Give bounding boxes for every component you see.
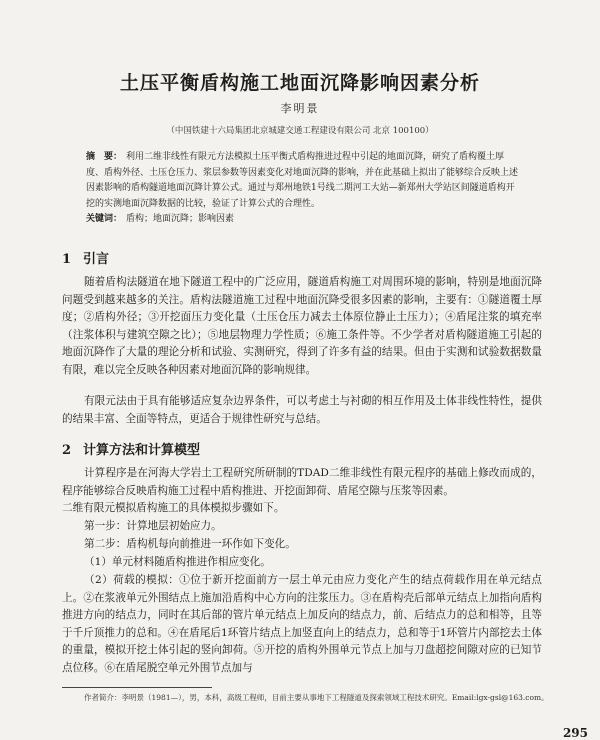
section-number: 2 — [62, 443, 72, 458]
section-title: 计算方法和计算模型 — [83, 443, 201, 458]
paper-title: 土压平衡盾构施工地面沉降影响因素分析 — [119, 72, 480, 94]
paragraph: （1）单元材料随盾构推进作相应变化。 — [84, 556, 271, 568]
section-title: 引言 — [83, 252, 110, 267]
abstract-label: 摘 要： — [86, 152, 123, 162]
paragraph: （2）荷载的模拟：①位于新开挖面前方一层土单元由应力变化产生的结点荷载作用在单元结点上。②在浆液单元外围结点上施加沿盾构中心方向的注浆压力。③在盾构壳后部单元结点上加指向盾构推进方向的结点力，同时在其后部的管片单元结点上加反向的结点力，前、后结点力的总和相等，且等于千斤顶推力的总和。④在盾尾后1环管片结点上加竖直向上的结点力，总和等于1环管片内部挖去土体的重量，模拟开挖土体引起的竖向卸荷。⑤开挖的盾构外围单元节点上加与刀盘超挖间隙对应的已知节点位移。⑥在盾尾脱空单元外围节点加与 — [62, 574, 542, 674]
section-heading-2 — [62, 439, 200, 458]
keywords — [86, 212, 518, 228]
paragraph: 二维有限元模拟盾构施工的具体模拟步骤如下。 — [62, 502, 285, 514]
keywords-label: 关键词： — [86, 214, 123, 224]
author-name: 李明景 — [280, 102, 320, 115]
paragraph: 第一步：计算地层初始应力。 — [84, 520, 222, 532]
section-heading-1 — [62, 248, 109, 267]
abstract-text — [86, 150, 518, 212]
author-affiliation: （中国铁建十六局集团北京城建交通工程建设有限公司 北京 100100） — [166, 126, 434, 136]
paragraph: 第二步：盾构机每向前推进一环作如下变化。 — [84, 538, 296, 550]
abstract-body: 利用二维非线性有限元方法模拟土压平衡式盾构推进过程中引起的地面沉降，研究了盾构覆土厚度、盾构外径、土压仓压力、浆层参数等因素变化对地面沉降的影响，并在此基础上拟出了能够综合反映上述因素影响的盾构隧道地面沉降计算公式。通过与郑州地铁1号线二期河工大站—新郑州大学站区间隧道盾构开挖的实测地面沉降数据的比较，验证了计算公式的合理性。 — [86, 152, 519, 209]
abstract-block — [86, 150, 518, 228]
paragraph: 随着盾构法隧道在地下隧道工程中的广泛应用，隧道盾构施工对周围环境的影响，特别是地面沉降问题受到越来越多的关注。盾构法隧道施工过程中地面沉降受很多因素的影响，主要有：①隧道覆土厚度；②盾构外径；③开挖面压力变化量（土压仓压力减去土体原位静止土压力）；④盾尾注浆的填充率（注浆体积与建筑空隙之比）；⑤地层物理力学性质；⑥施工条件等。不少学者对盾构隧道施工引起的地面沉降作了大量的理论分析和试验、实测研究，得到了许多有益的结果。但由于实测和试验数据数量有限，难以完全反映各种因素对地面沉降的影响规律。 — [62, 276, 542, 376]
author-footnote: 作者简介：李明景（1981—），男，本科，高级工程师，目前主要从事地下工程隧道及探索领域工程技术研究。Email:lgx-gsl@163.com。 — [84, 693, 549, 702]
footnote-divider — [62, 687, 212, 688]
page-number: 295 — [562, 726, 588, 740]
paragraph: 计算程序是在河海大学岩土工程研究所研制的TDAD二维非线性有限元程序的基础上修改而成的，程序能够综合反映盾构施工过程中盾构推进、开挖面卸荷、盾尾空隙与压浆等因素。 — [62, 467, 542, 497]
paragraph: 有限元法由于具有能够适应复杂边界条件，可以考虑土与衬砌的相互作用及土体非线性特性，提供的结果丰富、全面等特点，更适合于规律性研究与总结。 — [62, 395, 542, 425]
section-number: 1 — [62, 252, 72, 267]
keywords-value: 盾构；地面沉降；影响因素 — [126, 214, 235, 224]
